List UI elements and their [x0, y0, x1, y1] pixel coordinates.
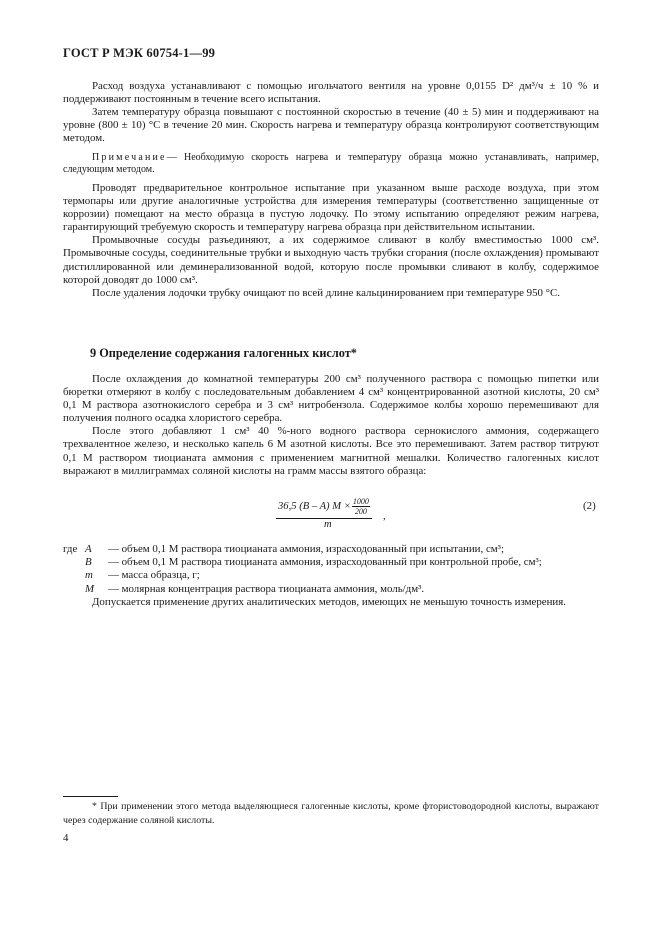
middle-text-block [63, 182, 599, 300]
formula-numerator-text: 36,5 (B – A) M × [278, 500, 351, 512]
paragraph-temperature: Затем температуру образца повышают с постоянной скоростью в течение (40 ± 5) мин и поддерживают на уровне (800 ± 10) °С в течение 20 мин. Скорость нагрева и температуру образца контролируют соответствующим методом. [63, 106, 599, 145]
paragraph-titration: После этого добавляют 1 см³ 40 %-ного водного раствора сернокислого аммония, содержащего трехвалентное железо, и несколько капель 6 М азотной кислоты. Все это перемешивают. Затем раствор титруют 0,1 М раствором тиоцианата аммония с применением магнитной мешалки. Количество галогенных кислот выражают в миллиграммах соляной кислоты на грамм массы взятого образца: [63, 425, 599, 477]
legend-row [63, 543, 603, 556]
paragraph-other-methods: Допускается применение других аналитических методов, имеющих не меньшую точность измерения. [92, 595, 566, 608]
legend-text: — объем 0,1 М раствора тиоцианата аммония, израсходованный при контрольной пробе, см³; [108, 556, 542, 569]
footnote [63, 800, 599, 828]
paragraph-wash-vessels: Промывочные сосуды разъединяют, а их содержимое сливают в колбу вместимостью 1000 см³. Промывочные сосуды, соединительные трубки и выходную часть трубки сгорания (после охлаждения) промывают дистиллированной или деминерализованной водой, которую после промывки сливают в колбу, содержимое которой доводят до 1000 см³. [63, 234, 599, 286]
equation-number: (2) [583, 500, 596, 512]
legend-text: — молярная концентрация раствора тиоцианата аммония, моль/дм³. [108, 582, 425, 595]
paragraph-tube-cleaning: После удаления лодочки трубку очищают по всей длине кальцинированием при температуре 950 °С. [92, 286, 561, 299]
legend-row [63, 583, 603, 596]
note-label: Примечание [92, 152, 167, 163]
legend-prefix: где [63, 543, 78, 555]
formula-numerator [276, 497, 372, 519]
legend-symbol: B [85, 556, 92, 569]
footnote-separator [63, 796, 118, 797]
legend-symbol: M [85, 582, 95, 595]
paragraph-air-flow: Расход воздуха устанавливают с помощью игольчатого вентиля на уровне 0,0155 D² дм³/ч ± 10 % и поддерживают постоянным в течение всего испытания. [63, 80, 599, 106]
note-block [63, 152, 599, 176]
formula-inner-fraction [352, 497, 370, 516]
top-text-block [63, 80, 599, 145]
legend-symbol: A [85, 543, 92, 555]
formula-2 [276, 497, 386, 530]
formula-comma: , [383, 511, 386, 522]
formula-denominator: m [324, 519, 332, 530]
footnote-text: * При применении этого метода выделяющиеся галогенные кислоты, кроме фтористоводородной кислоты, выражают через содержание соляной кислоты. [63, 801, 599, 826]
note-text: — Необходимую скорость нагрева и температуру образца можно устанавливать, например, следующим методом. [63, 152, 599, 176]
section-text-block [63, 373, 599, 478]
legend-text: — масса образца, г; [108, 569, 200, 582]
formula-inner-top: 1000 [352, 497, 369, 506]
legend-text: — объем 0,1 М раствора тиоцианата аммония, израсходованный при испытании, см³; [108, 543, 504, 555]
document-header: ГОСТ Р МЭК 60754-1—99 [63, 46, 216, 60]
legend-row [63, 556, 603, 569]
formula-inner-bottom: 200 [354, 507, 367, 516]
paragraph-control-test: Проводят предварительное контрольное испытание при указанном выше расходе воздуха, при этом термопары или другие аналогичные устройства для измерения температуры (соответственно защищенные от коррозии) помещают на место образца в пустую лодочку. По этому испытанию определяют режим нагрева, гарантирующий требуемую скорость и температуру нагрева образца при действительном испытании. [63, 182, 599, 234]
paragraph-cooling: После охлаждения до комнатной температуры 200 см³ полученного раствора с помощью пипетки или бюретки отмеряют в колбу с последовательным добавлением 4 см³ концентрированной азотной кислоты, 20 см³ 0,1 М раствора азотнокислого серебра и 3 см³ нитробензола. Содержимое колбы хорошо перемешивают для получения полного осадка хлористого серебра. [63, 373, 599, 425]
section-heading: 9 Определение содержания галогенных кислот* [90, 346, 357, 360]
formula-legend [63, 543, 603, 609]
legend-row [63, 569, 603, 582]
legend-symbol: m [85, 569, 93, 582]
page-number: 4 [63, 832, 69, 844]
